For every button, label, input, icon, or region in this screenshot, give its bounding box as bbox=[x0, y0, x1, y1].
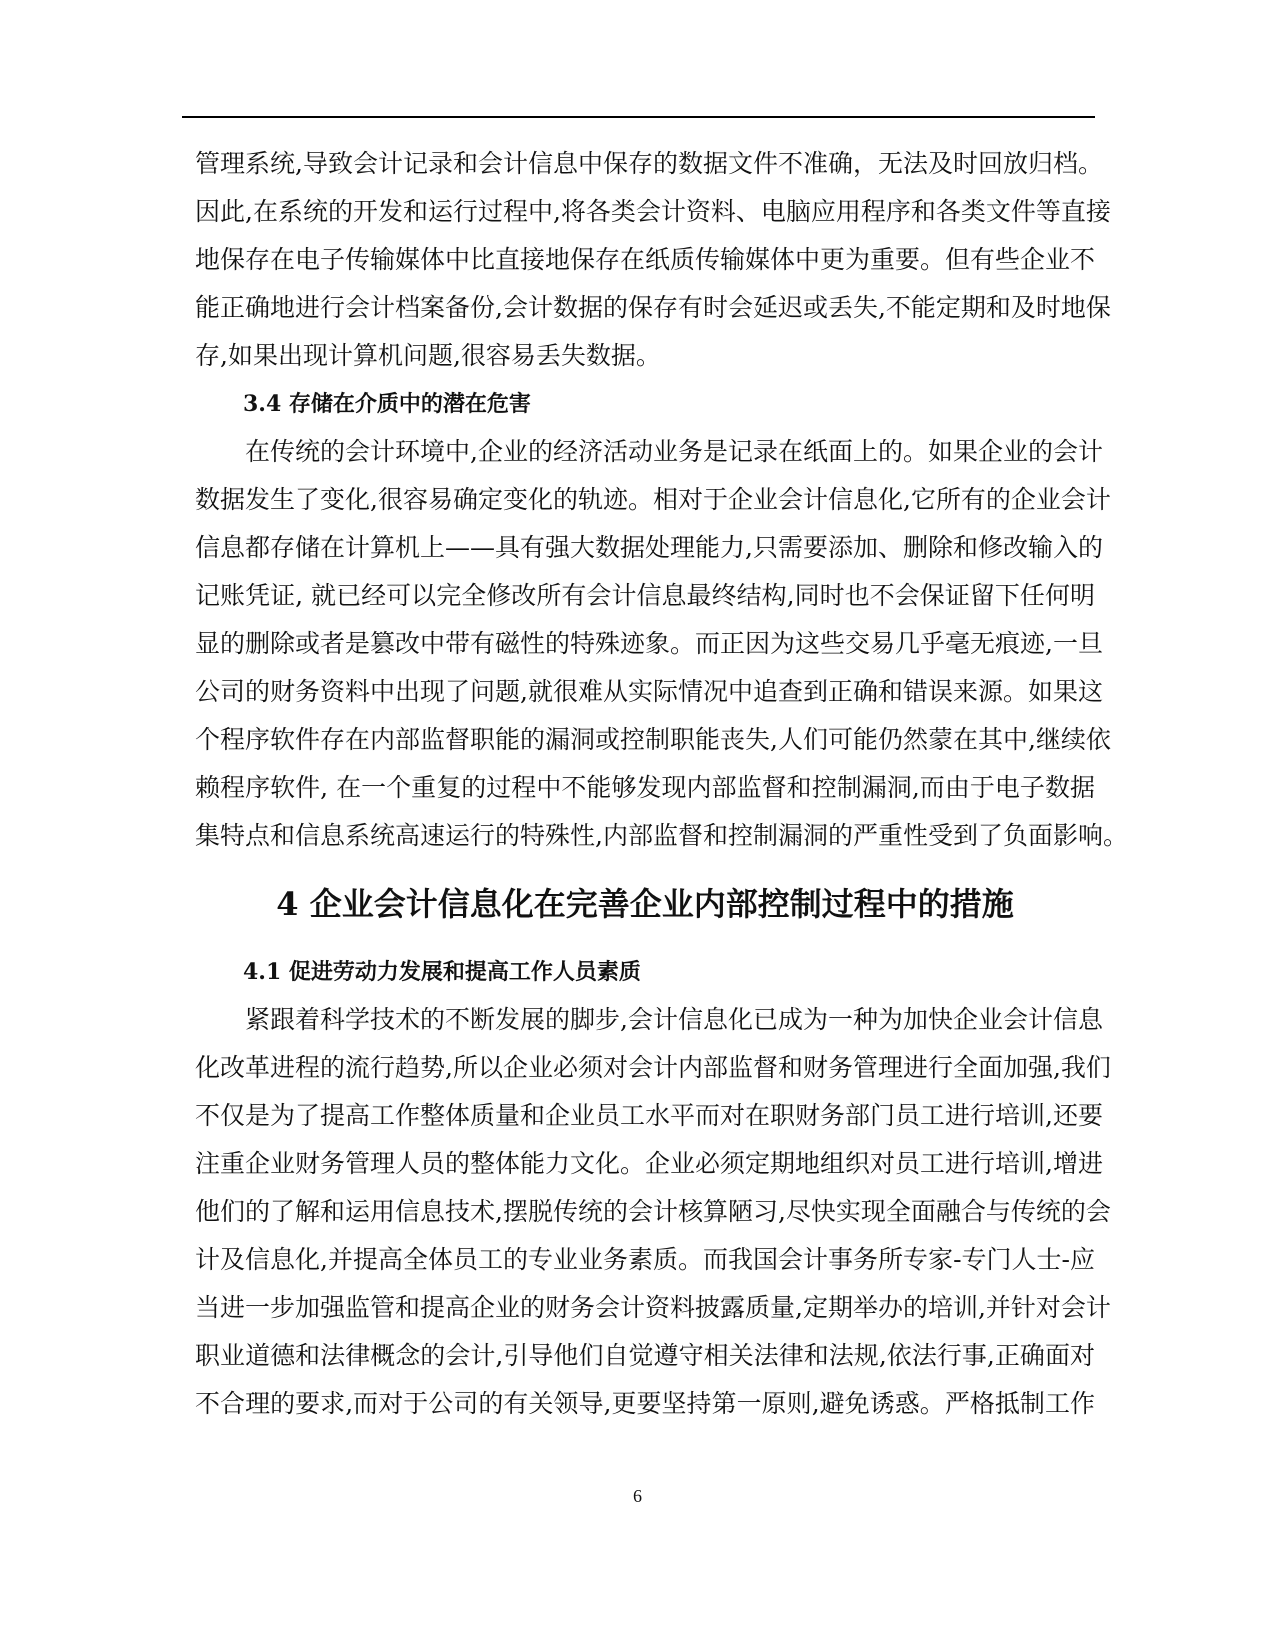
document-body bbox=[195, 140, 1128, 1428]
section-heading-3-4: 3.4 存储在介质中的潜在危害 bbox=[243, 391, 531, 417]
paragraph-continued bbox=[195, 140, 1111, 380]
text-line: 化改革进程的流行趋势,所以企业必须对会计内部监督和财务管理进行全面加强,我们 bbox=[195, 1053, 1111, 1082]
text-line: 个程序软件存在内部监督职能的漏洞或控制职能丧失,人们可能仍然蒙在其中,继续依 bbox=[195, 725, 1111, 754]
header-rule bbox=[182, 116, 1095, 118]
chapter-heading-4: 4 企业会计信息化在完善企业内部控制过程中的措施 bbox=[276, 885, 1014, 923]
text-line: 注重企业财务管理人员的整体能力文化。企业必须定期地组织对员工进行培训,增进 bbox=[195, 1149, 1103, 1178]
text-line: 管理系统,导致会计记录和会计信息中保存的数据文件不准确，无法及时回放归档。 bbox=[195, 149, 1103, 178]
text-line: 显的删除或者是篡改中带有磁性的特殊迹象。而正因为这些交易几乎毫无痕迹,一旦 bbox=[195, 629, 1103, 658]
text-line: 在传统的会计环境中,企业的经济活动业务是记录在纸面上的。如果企业的会计 bbox=[195, 437, 1103, 466]
text-line: 能正确地进行会计档案备份,会计数据的保存有时会延迟或丢失,不能定期和及时地保 bbox=[195, 293, 1111, 322]
text-line: 他们的了解和运用信息技术,摆脱传统的会计核算陋习,尽快实现全面融合与传统的会 bbox=[195, 1197, 1111, 1226]
text-line: 计及信息化,并提高全体员工的专业业务素质。而我国会计事务所专家-专门人士-应 bbox=[195, 1245, 1095, 1274]
text-line: 记账凭证, 就已经可以完全修改所有会计信息最终结构,同时也不会保证留下任何明 bbox=[195, 581, 1095, 610]
text-line: 不仅是为了提高工作整体质量和企业员工水平而对在职财务部门员工进行培训,还要 bbox=[195, 1101, 1103, 1130]
text-line: 地保存在电子传输媒体中比直接地保存在纸质传输媒体中更为重要。但有些企业不 bbox=[195, 245, 1096, 274]
text-line: 集特点和信息系统高速运行的特殊性,内部监督和控制漏洞的严重性受到了负面影响。 bbox=[195, 821, 1128, 850]
text-line: 紧跟着科学技术的不断发展的脚步,会计信息化已成为一种为加快企业会计信息 bbox=[195, 1005, 1103, 1034]
text-line: 存,如果出现计算机问题,很容易丢失数据。 bbox=[195, 341, 661, 370]
text-line: 数据发生了变化,很容易确定变化的轨迹。相对于企业会计信息化,它所有的企业会计 bbox=[195, 485, 1111, 514]
section-heading-4-1: 4.1 促进劳动力发展和提高工作人员素质 bbox=[243, 959, 641, 985]
text-line: 信息都存储在计算机上——具有强大数据处理能力,只需要添加、删除和修改输入的 bbox=[195, 533, 1103, 562]
page-number: 6 bbox=[633, 1486, 642, 1506]
text-line: 职业道德和法律概念的会计,引导他们自觉遵守相关法律和法规,依法行事,正确面对 bbox=[195, 1341, 1095, 1370]
text-line: 当进一步加强监管和提高企业的财务会计资料披露质量,定期举办的培训,并针对会计 bbox=[195, 1293, 1111, 1322]
text-line: 公司的财务资料中出现了问题,就很难从实际情况中追查到正确和错误来源。如果这 bbox=[195, 677, 1103, 706]
text-line: 不合理的要求,而对于公司的有关领导,更要坚持第一原则,避免诱惑。严格抵制工作 bbox=[195, 1389, 1095, 1418]
section-4-1 bbox=[195, 948, 1111, 1428]
text-line: 赖程序软件, 在一个重复的过程中不能够发现内部监督和控制漏洞,而由于电子数据 bbox=[195, 773, 1095, 802]
section-3-4 bbox=[195, 380, 1128, 860]
text-line: 因此,在系统的开发和运行过程中,将各类会计资料、电脑应用程序和各类文件等直接 bbox=[195, 197, 1111, 226]
